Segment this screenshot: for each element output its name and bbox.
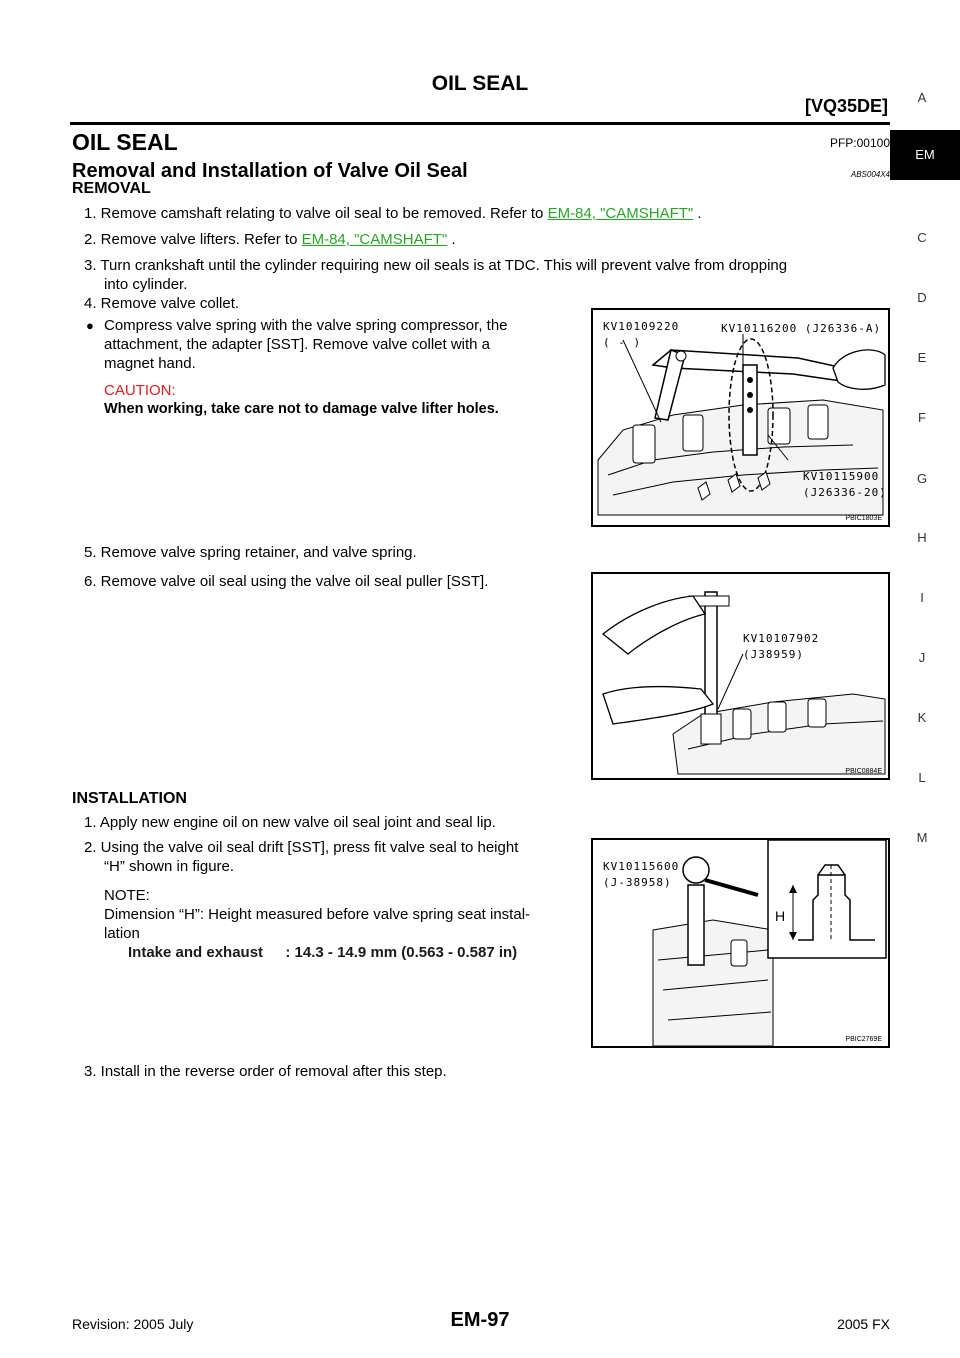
removal-step-4: 4. Remove valve collet. xyxy=(84,295,240,312)
tab-m[interactable]: M xyxy=(916,830,928,845)
tab-c[interactable]: C xyxy=(917,230,927,245)
valve-oil-seal-puller-illustration xyxy=(593,574,888,778)
install-step-1: 1. Apply new engine oil on new valve oil seal joint and seal lip. xyxy=(84,814,496,831)
figure1-label-kv10115900: KV10115900 xyxy=(803,470,880,483)
tab-i[interactable]: I xyxy=(920,590,924,605)
section-title: OIL SEAL xyxy=(72,129,178,155)
figure-valve-oil-seal-puller xyxy=(591,572,890,780)
caution-text: When working, take care not to damage valve lifter holes. xyxy=(104,401,499,417)
figure2-label-kv10107902: KV10107902 xyxy=(743,632,820,645)
header-rule xyxy=(70,122,890,125)
tab-a[interactable]: A xyxy=(917,90,927,105)
tab-f[interactable]: F xyxy=(918,410,926,425)
tab-g[interactable]: G xyxy=(916,471,928,486)
caution-label: CAUTION: xyxy=(104,382,176,399)
camshaft-link-1[interactable]: EM-84, "CAMSHAFT" xyxy=(547,205,694,222)
spec-intake-exhaust: Intake and exhaust : 14.3 - 14.9 mm (0.563 - 0.587 in) xyxy=(128,944,518,961)
abs-code: ABS004X4 xyxy=(850,170,890,179)
tab-l[interactable]: L xyxy=(918,770,926,785)
tab-k[interactable]: K xyxy=(917,710,927,725)
figure3-label-kv10115600-sub: (J-38958) xyxy=(603,876,672,889)
tab-d[interactable]: D xyxy=(917,290,927,305)
install-step-3: 3. Install in the reverse order of removal after this step. xyxy=(84,1063,447,1080)
figure2-label-kv10107902-sub: (J38959) xyxy=(743,648,804,661)
running-header-title: OIL SEAL xyxy=(431,72,529,95)
footer-page-number: EM-97 xyxy=(450,1309,510,1331)
install-step-2: 2. Using the valve oil seal drift [SST], press fit valve seal to height “H” shown in figure. NOTE: Dimension “H”: Height measured before valve spring seat instal- lation xyxy=(84,838,584,943)
removal-step-2: 2. Remove valve lifters. Refer to EM-84, "CAMSHAFT" . xyxy=(84,231,456,248)
footer-model: 2005 FX xyxy=(837,1316,890,1332)
figure-valve-spring-compressor xyxy=(591,308,890,527)
figure1-label-kv10116200: KV10116200 (J26336-A) xyxy=(721,322,882,335)
figure-valve-oil-seal-drift xyxy=(591,838,890,1048)
figure1-id: PBIC1803E xyxy=(845,515,882,522)
pfp-code: PFP:00100 xyxy=(829,136,890,150)
figure3-id: PBIC2769E xyxy=(845,1036,882,1043)
removal-step-6: 6. Remove valve oil seal using the valve oil seal puller [SST]. xyxy=(84,573,489,590)
tab-j[interactable]: J xyxy=(918,650,926,665)
tab-h[interactable]: H xyxy=(917,530,927,545)
figure1-label-kv10115900-sub: (J26336-20) xyxy=(803,486,887,499)
removal-step-5: 5. Remove valve spring retainer, and valve spring. xyxy=(84,544,417,561)
note-label: NOTE: xyxy=(104,887,150,904)
figure3-dimension-h: H xyxy=(775,908,786,924)
removal-step-1: 1. Remove camshaft relating to valve oil seal to be removed. Refer to EM-84, "CAMSHAFT" . xyxy=(84,205,702,222)
engine-code: [VQ35DE] xyxy=(804,96,888,116)
removal-step-3: 3. Turn crankshaft until the cylinder requiring new oil seals is at TDC. This will prevent valve from dropping into cylinder. xyxy=(84,257,788,293)
figure2-id: PBIC0884E xyxy=(845,768,882,775)
tab-em[interactable]: EM xyxy=(890,130,960,180)
removal-heading: REMOVAL xyxy=(72,180,151,197)
bullet-dot-icon: ● xyxy=(86,318,94,333)
figure3-label-kv10115600: KV10115600 xyxy=(603,860,680,873)
figure1-label-kv10109220-sub: ( - ) xyxy=(603,336,642,349)
figure1-label-kv10109220: KV10109220 xyxy=(603,320,680,333)
tab-e[interactable]: E xyxy=(917,350,927,365)
bullet-compress: ● Compress valve spring with the valve spring compressor, the attachment, the adapter [SST]. Remove valve collet with a magnet hand. CAUTION: When working, take care not to damage valve lifter holes. xyxy=(84,316,584,419)
footer-revision: Revision: 2005 July xyxy=(72,1316,194,1332)
camshaft-link-2[interactable]: EM-84, "CAMSHAFT" xyxy=(301,231,448,248)
installation-heading: INSTALLATION xyxy=(72,790,187,807)
subsection-title: Removal and Installation of Valve Oil Seal xyxy=(72,160,468,182)
